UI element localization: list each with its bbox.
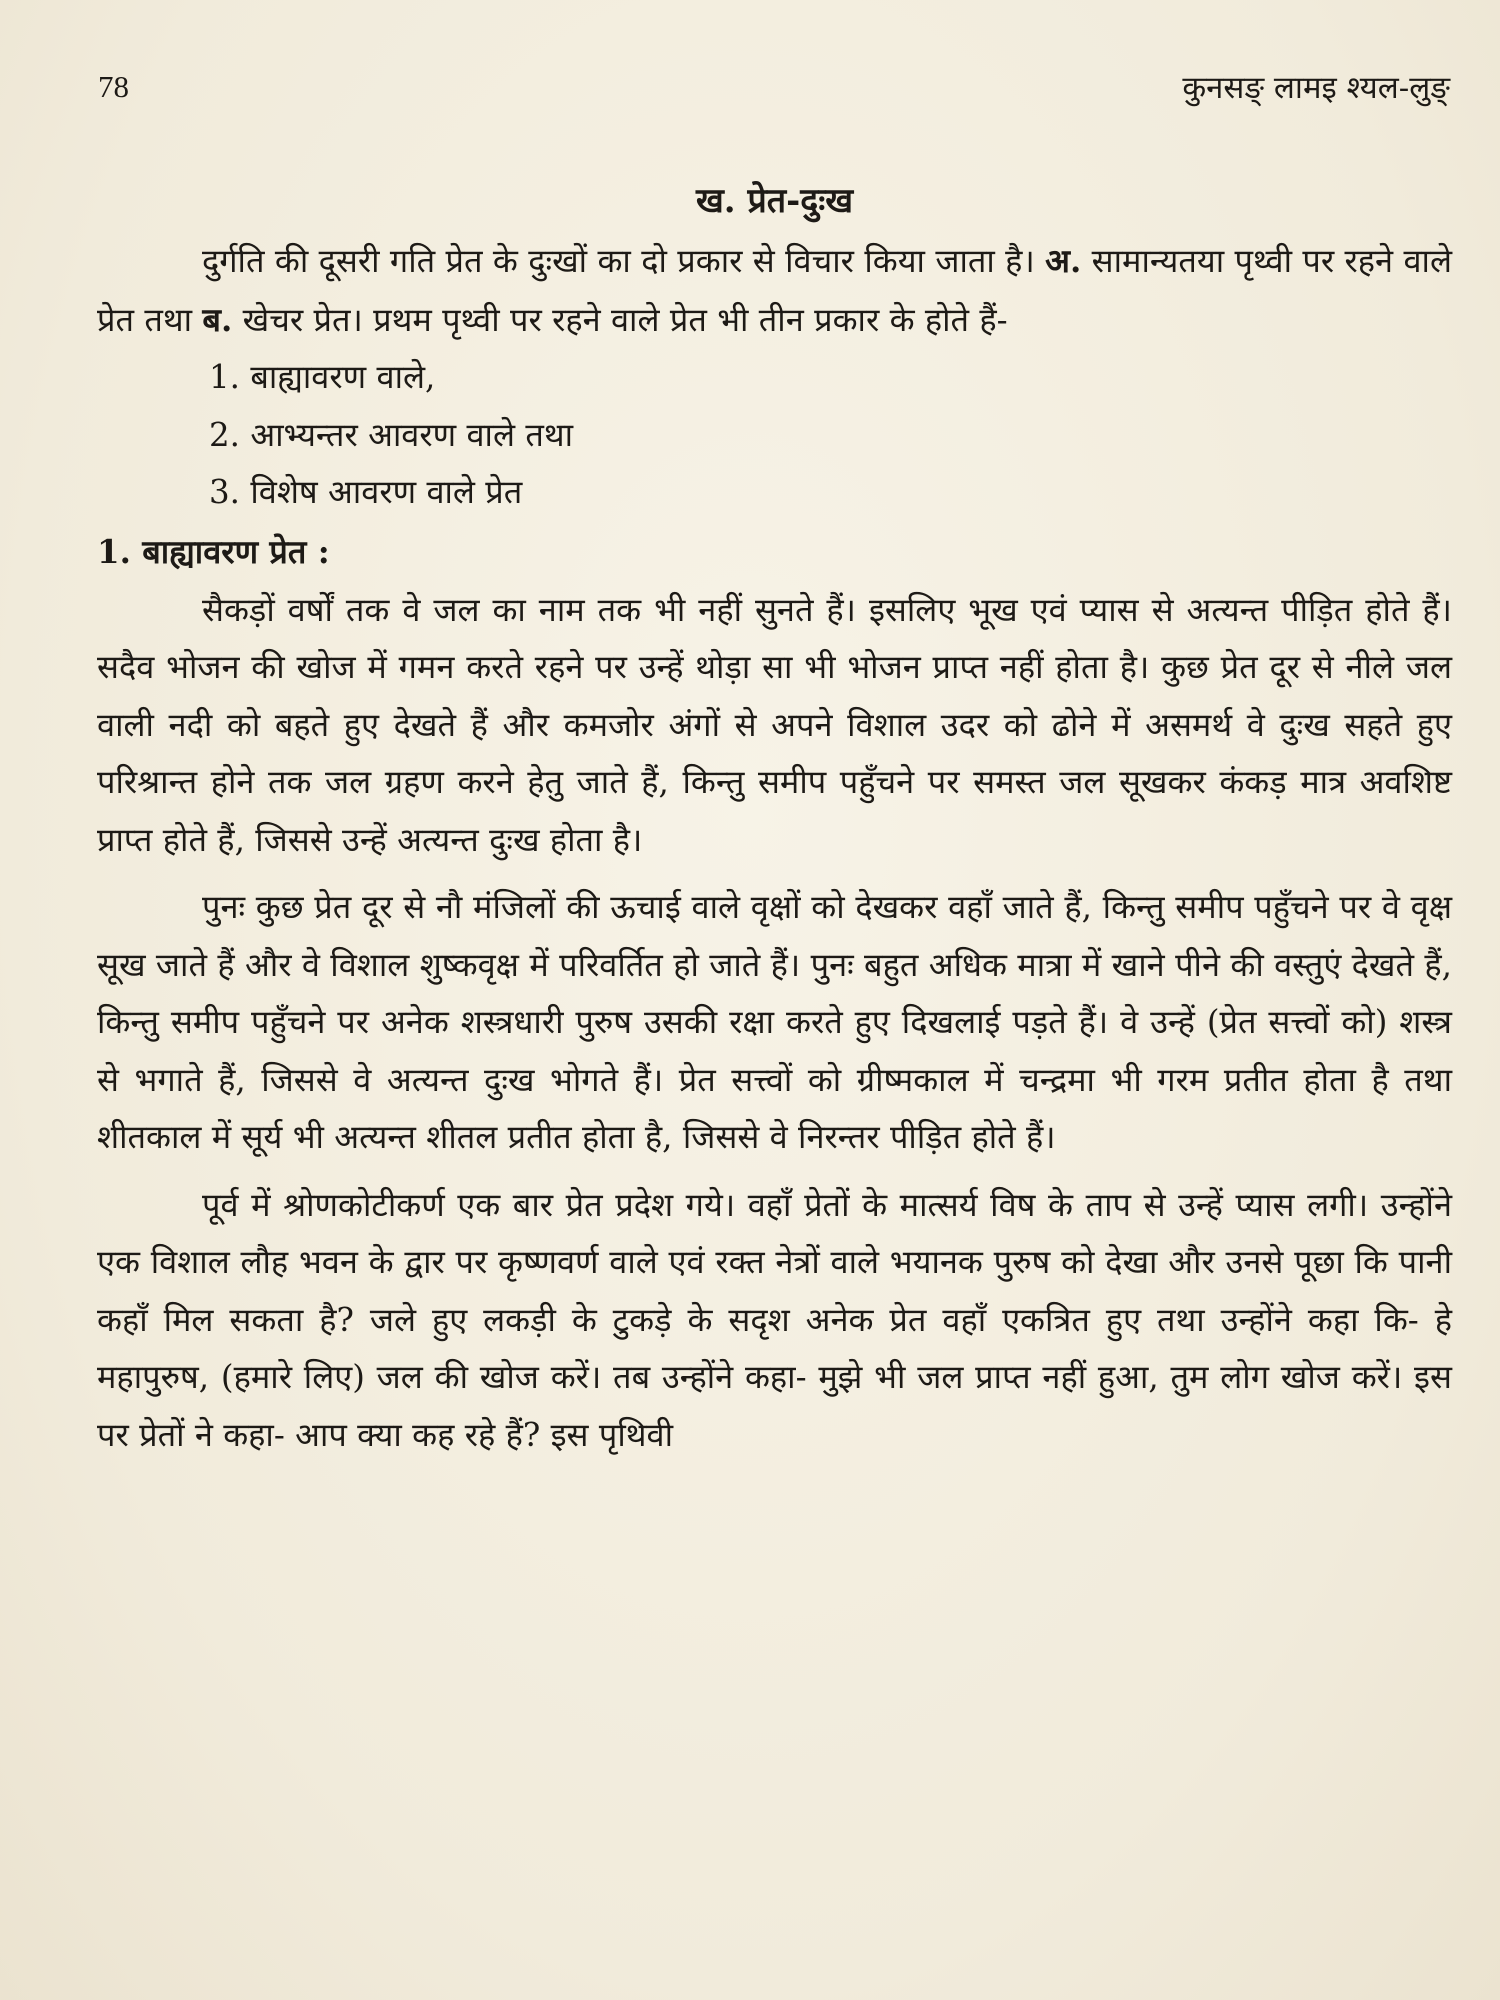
subheading: 1. बाह्यावरण प्रेत : [97,531,330,571]
running-header [98,62,1450,112]
page-number: 78 [98,69,129,104]
paragraph: पूर्व में श्रोणकोटीकर्ण एक बार प्रेत प्रदेश गये। वहाँ प्रेतों के मात्सर्य विष के ताप से उन्हें प्यास लगी। उन्होंने एक विशाल लौह भवन के द्वार पर कृष्णवर्ण वाले एवं रक्त नेत्रों वाले भयानक पुरुष को देखा और उनसे पूछा कि पानी कहाँ मिल सकता है? जले हुए लकड़ी के टुकड़े के सदृश अनेक प्रेत वहाँ एकत्रित हुए तथा उन्होंने कहा कि- हे महापुरुष, (हमारे लिए) जल की खोज करें। तब उन्होंने कहा- मुझे भी जल प्राप्त नहीं हुआ, तुम लोग खोज करें। इस पर प्रेतों ने कहा- आप क्या कह रहे हैं? इस पृथिवी [97,1185,1452,1454]
section-title: ख. प्रेत-दुःख [695,181,854,221]
paragraph: सैकड़ों वर्षों तक वे जल का नाम तक भी नहीं सुनते हैं। इसलिए भूख एवं प्यास से अत्यन्त पीड़ित होते हैं। सदैव भोजन की खोज में गमन करते रहने पर उन्हें थोड़ा सा भी भोजन प्राप्त नहीं होता है। कुछ प्रेत दूर से नीले जल वाली नदी को बहते हुए देखते हैं और कमजोर अंगों से अपने विशाल उदर को ढोने में असमर्थ वे दुःख सहते हुए परिश्रान्त होने तक जल ग्रहण करने हेतु जाते हैं, किन्तु समीप पहुँचने पर समस्त जल सूखकर कंकड़ मात्र अवशिष्ट प्राप्त होते हैं, जिससे उन्हें अत्यन्त दुःख होता है। [97,590,1452,859]
list-item: 3. विशेष आवरण वाले प्रेत [209,473,523,511]
label-b: ब. [202,299,233,339]
intro-text-1: दुर्गति की दूसरी गति प्रेत के दुःखों का दो प्रकार से विचार किया जाता है। [202,242,1035,280]
paragraph-gap [97,1167,1452,1177]
paragraph: पुनः कुछ प्रेत दूर से नौ मंजिलों की ऊचाई वाले वृक्षों को देखकर वहाँ जाते हैं, किन्तु समीप पहुँचने पर वे वृक्ष सूख जाते हैं और वे विशाल शुष्कवृक्ष में परिवर्तित हो जाते हैं। पुनः बहुत अधिक मात्रा में खाने पीने की वस्तुएं देखते हैं, किन्तु समीप पहुँचने पर अनेक शस्त्रधारी पुरुष उसकी रक्षा करते हुए दिखलाई पड़ते हैं। वे उन्हें (प्रेत सत्त्वों को) शस्त्र से भगाते हैं, जिससे वे अत्यन्त दुःख भोगते हैं। प्रेत सत्त्वों को ग्रीष्मकाल में चन्द्रमा भी गरम प्रतीत होता है तथा शीतकाल में सूर्य भी अत्यन्त शीतल प्रतीत होता है, जिससे वे निरन्तर पीड़ित होते हैं। [97,888,1452,1156]
paragraph-gap [97,869,1452,879]
running-title: कुनसङ् लामइ श्यल-लुङ् [1182,70,1450,106]
preta-types-list [97,349,1452,522]
intro-paragraph [97,232,1452,349]
intro-text-3: खेचर प्रेत। प्रथम पृथ्वी पर रहने वाले प्रेत भी तीन प्रकार के होते हैं- [242,300,1008,339]
intro-text-2: सामान्यतया पृथ्वी पर रहने वाले प्रेत तथा [97,242,1452,339]
list-item: 2. आभ्यन्तर आवरण वाले तथा [209,415,574,454]
page-body [97,170,1452,1464]
label-a: अ. [1045,241,1082,280]
list-item: 1. बाह्यावरण वाले, [209,358,436,396]
